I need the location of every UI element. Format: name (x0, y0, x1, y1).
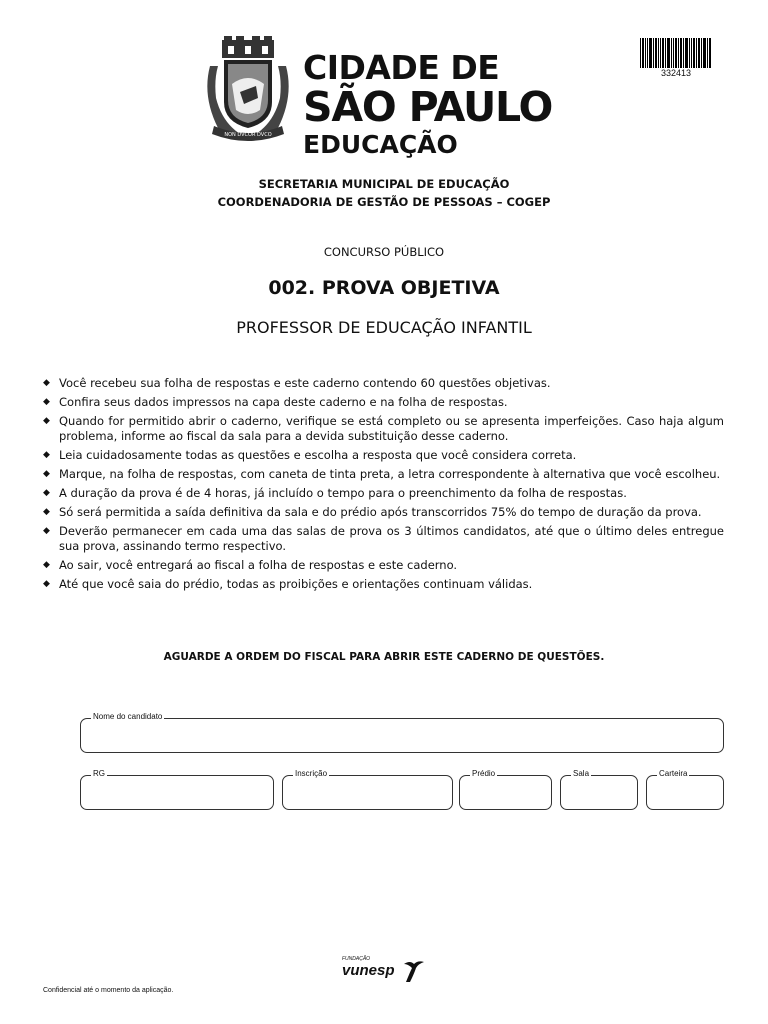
carteira-label: Carteira (659, 769, 688, 778)
inscricao-label: Inscrição (295, 769, 328, 778)
wait-notice: AGUARDE A ORDEM DO FISCAL PARA ABRIR ESTE CADERNO DE QUESTÕES. (163, 651, 605, 663)
barcode-number: 332413 (660, 68, 692, 78)
instruction-text: A duração da prova é de 4 horas, já incluído o tempo para o preenchimento da folha de respostas. (59, 486, 627, 500)
rg-label: RG (93, 769, 105, 778)
logo-line-educacao: EDUCAÇÃO (303, 130, 458, 159)
instruction-text: Deverão permanecer em cada uma das salas de prova os 3 últimos candidatos, até que o último deles entregue sua prova, assinando termo respectivo. (59, 524, 724, 553)
vunesp-logo (340, 954, 430, 988)
exam-type: CONCURSO PÚBLICO (323, 245, 445, 259)
candidate-name-label: Nome do candidato (93, 712, 163, 721)
sala-field[interactable] (560, 769, 638, 810)
diamond-bullet-icon: ◆ (43, 488, 50, 498)
vunesp-bird-icon (400, 958, 426, 984)
city-coat-of-arms-logo (200, 36, 296, 144)
instruction-item (42, 505, 724, 520)
fundacao-label: FUNDAÇÃO (342, 956, 371, 962)
instruction-text: Ao sair, você entregará ao fiscal a folha de respostas e este caderno. (59, 558, 458, 572)
instruction-item (42, 524, 724, 554)
inscricao-field[interactable] (282, 769, 453, 810)
diamond-bullet-icon: ◆ (43, 507, 50, 517)
instruction-item (42, 376, 724, 391)
diamond-bullet-icon: ◆ (43, 469, 50, 479)
sala-label: Sala (573, 769, 590, 778)
instruction-item (42, 448, 724, 463)
coordenadoria-heading: COORDENADORIA DE GESTÃO DE PESSOAS – COGEP (217, 195, 551, 209)
predio-label: Prédio (472, 769, 496, 778)
instruction-item (42, 414, 724, 444)
diamond-bullet-icon: ◆ (43, 579, 50, 589)
carteira-field[interactable] (646, 769, 724, 810)
instruction-text: Quando for permitido abrir o caderno, verifique se está completo ou se apresenta imperfeições. Caso haja algum problema, informe ao fiscal da sala para a devida substituição desse caderno. (59, 414, 724, 443)
diamond-bullet-icon: ◆ (43, 397, 50, 407)
crest-motto: NON DVCOR DVCO (224, 132, 272, 138)
instruction-text: Só será permitida a saída definitiva da sala e do prédio após transcorridos 75% do tempo de duração da prova. (59, 505, 702, 519)
instruction-text: Você recebeu sua folha de respostas e este caderno contendo 60 questões objetivas. (59, 376, 551, 390)
diamond-bullet-icon: ◆ (43, 378, 50, 388)
instruction-item (42, 395, 724, 410)
vunesp-brand: vunesp (342, 962, 395, 979)
diamond-bullet-icon: ◆ (43, 560, 50, 570)
instruction-text: Até que você saia do prédio, todas as proibições e orientações continuam válidas. (59, 577, 533, 591)
instructions-list (42, 376, 724, 596)
logo-line-sao-paulo: SÃO PAULO (303, 83, 553, 131)
confidential-notice: Confidencial até o momento da aplicação. (43, 987, 174, 994)
rg-field[interactable] (80, 769, 274, 810)
diamond-bullet-icon: ◆ (43, 416, 50, 426)
exam-position: PROFESSOR DE EDUCAÇÃO INFANTIL (236, 318, 532, 337)
city-logo-text (303, 50, 552, 160)
instruction-item (42, 577, 724, 592)
diamond-bullet-icon: ◆ (43, 526, 50, 536)
diamond-bullet-icon: ◆ (43, 450, 50, 460)
instruction-text: Leia cuidadosamente todas as questões e escolha a resposta que você considera correta. (59, 448, 577, 462)
instruction-text: Confira seus dados impressos na capa deste caderno e na folha de respostas. (59, 395, 508, 409)
instruction-item (42, 486, 724, 501)
exam-title: 002. PROVA OBJETIVA (268, 277, 500, 299)
candidate-name-field[interactable] (80, 712, 724, 753)
instruction-item (42, 558, 724, 573)
instruction-text: Marque, na folha de respostas, com caneta de tinta preta, a letra correspondente à alternativa que você escolheu. (59, 467, 721, 481)
barcode (640, 38, 712, 68)
instruction-item (42, 467, 724, 482)
predio-field[interactable] (459, 769, 552, 810)
secretaria-heading: SECRETARIA MUNICIPAL DE EDUCAÇÃO (258, 177, 510, 191)
logo-line-cidade-de: CIDADE DE (303, 48, 500, 87)
